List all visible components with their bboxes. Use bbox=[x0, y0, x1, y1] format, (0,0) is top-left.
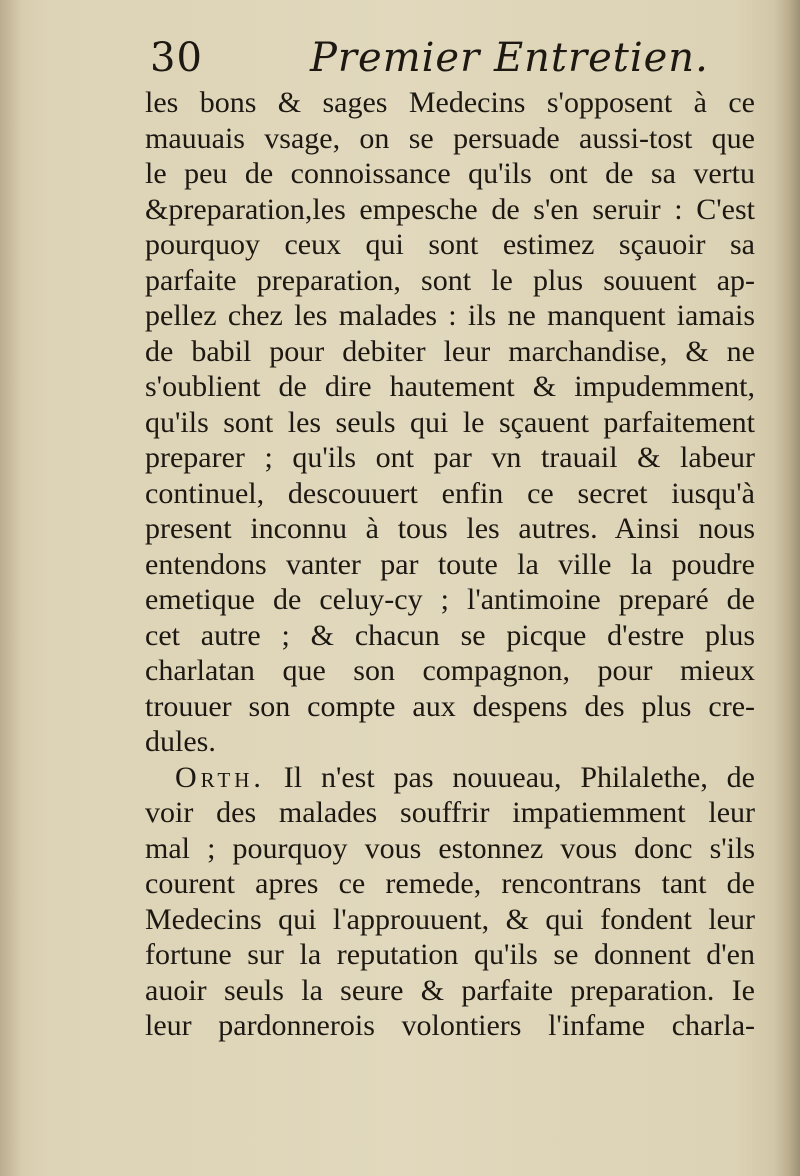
text-line: le peu de connoissance qu'ils ont de sa vertu bbox=[145, 157, 755, 190]
text-line: qu'ils sont les seuls qui le sçauent parfaitement bbox=[145, 405, 755, 439]
text-line: trouuer son compte aux despens des plus cre- bbox=[145, 689, 755, 723]
text-line: voir des malades souffrir impatiemment leur bbox=[145, 796, 755, 829]
text-line: Medecins qui l'approuuent, & qui fondent leur bbox=[145, 902, 755, 936]
body-text bbox=[145, 85, 755, 1044]
text-line: &preparation,les empesche de s'en seruir : C'est bbox=[145, 192, 755, 226]
text-line: present inconnu à tous les autres. Ainsi nous bbox=[145, 512, 755, 545]
text-line: mauuais vsage, on se persuade aussi-tost que bbox=[145, 121, 755, 155]
text-line: de babil pour debiter leur marchandise, & ne bbox=[145, 334, 755, 368]
page-edge-shadow bbox=[0, 0, 22, 1176]
text-line: continuel, descouuert enfin ce secret iusqu'à bbox=[145, 476, 755, 510]
text-line: pellez chez les malades : ils ne manquent iamais bbox=[145, 299, 755, 332]
text-line: pourquoy ceux qui sont estimez sçauoir sa bbox=[145, 228, 755, 261]
text-line: fortune sur la reputation qu'ils se donnent d'en bbox=[145, 938, 755, 971]
text-line: leur pardonnerois volontiers l'infame charla- bbox=[145, 1009, 755, 1042]
text-line: courent apres ce remede, rencontrans tant de bbox=[145, 867, 755, 900]
text-line: cet autre ; & chacun se picque d'estre plus bbox=[145, 618, 755, 652]
page-number: 30 bbox=[150, 35, 203, 81]
text-line: charlatan que son compagnon, pour mieux bbox=[145, 654, 755, 687]
speaker-name: Orth. bbox=[175, 760, 265, 794]
text-line: s'oublient de dire hautement & impudemment, bbox=[145, 370, 755, 403]
text-line: preparer ; qu'ils ont par vn trauail & labeur bbox=[145, 441, 755, 474]
page-gutter-shadow bbox=[774, 0, 800, 1176]
text-line: mal ; pourquoy vous estonnez vous donc s'ils bbox=[145, 831, 755, 865]
text-line: les bons & sages Medecins s'opposent à ce bbox=[145, 86, 755, 119]
text-line: dules. bbox=[145, 725, 216, 758]
text-line: entendons vanter par toute la ville la poudre bbox=[145, 547, 755, 581]
running-head: Premier Entretien. bbox=[310, 35, 709, 81]
text-line-inline: Il n'est pas nouueau, Philalethe, de bbox=[283, 760, 755, 794]
text-line: auoir seuls la seure & parfaite preparation. Ie bbox=[145, 973, 755, 1007]
paragraph-speaker-line bbox=[145, 760, 755, 796]
text-line: emetique de celuy-cy ; l'antimoine preparé de bbox=[145, 583, 755, 616]
text-line: parfaite preparation, sont le plus souuent ap- bbox=[145, 263, 755, 297]
page-header bbox=[150, 30, 750, 86]
